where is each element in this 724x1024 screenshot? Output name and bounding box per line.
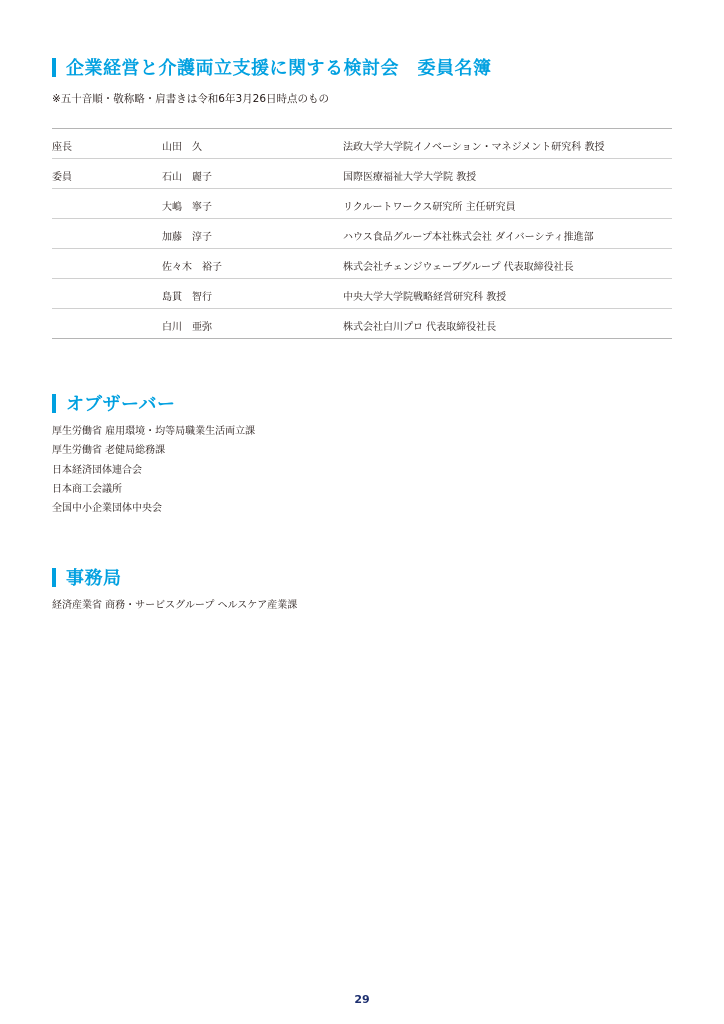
role-column-gap [52, 216, 147, 218]
member-role: 座長 [52, 142, 72, 153]
list-item: 日本商工会議所 [52, 483, 122, 495]
list-item: 厚生労働省 老健局総務課 [52, 445, 166, 457]
member-affiliation: 国際医療福祉大学大学院 教授 [343, 172, 477, 183]
committee-heading [52, 54, 492, 80]
table-row [52, 189, 672, 219]
list-item: 全国中小企業団体中央会 [52, 503, 162, 515]
table-row [52, 219, 672, 249]
member-name: 大嶋 寧子 [162, 202, 212, 213]
heading-accent-bar [52, 568, 56, 587]
observer-list [52, 422, 255, 518]
member-name: 白川 亜弥 [162, 322, 212, 333]
table-row [52, 309, 672, 339]
table-row [52, 159, 672, 189]
table-row [52, 129, 672, 159]
page-number: 29 [354, 993, 370, 1006]
role-column-gap [52, 246, 147, 248]
role-column-gap [52, 276, 147, 278]
list-item: 経済産業省 商務・サービスグループ ヘルスケア産業課 [52, 600, 298, 611]
member-affiliation: 株式会社チェンジウェーブグループ 代表取締役社長 [343, 262, 574, 273]
secretariat-title: 事務局 [66, 568, 122, 589]
secretariat-list [52, 596, 297, 615]
member-affiliation: ハウス食品グループ本社株式会社 ダイバーシティ推進部 [343, 232, 594, 243]
committee-note: ※五十音順・敬称略・肩書きは令和6年3月26日時点のもの [52, 93, 330, 105]
member-name: 加藤 淳子 [162, 232, 212, 243]
list-item: 厚生労働省 雇用環境・均等局職業生活両立課 [52, 426, 256, 437]
member-name: 石山 麗子 [162, 172, 212, 183]
role-column-gap [52, 186, 147, 188]
committee-title: 企業経営と介護両立支援に関する検討会 委員名簿 [66, 58, 492, 79]
heading-accent-bar [52, 394, 56, 413]
member-affiliation: 法政大学大学院イノベーション・マネジメント研究科 教授 [343, 142, 605, 153]
observer-title: オブザーバー [66, 394, 176, 415]
member-name: 山田 久 [162, 142, 202, 153]
member-affiliation: 中央大学大学院戦略経営研究科 教授 [343, 292, 507, 303]
heading-accent-bar [52, 58, 56, 77]
table-row [52, 279, 672, 309]
observer-heading [52, 390, 176, 416]
member-role: 委員 [52, 172, 72, 183]
member-name: 佐々木 裕子 [162, 262, 222, 273]
table-row [52, 249, 672, 279]
member-affiliation: 株式会社白川プロ 代表取締役社長 [343, 322, 497, 333]
list-item: 日本経済団体連合会 [52, 464, 142, 476]
member-name: 島貫 智行 [162, 292, 212, 303]
member-affiliation: リクルートワークス研究所 主任研究員 [343, 202, 516, 213]
secretariat-heading [52, 564, 122, 590]
role-column-gap [52, 306, 147, 308]
